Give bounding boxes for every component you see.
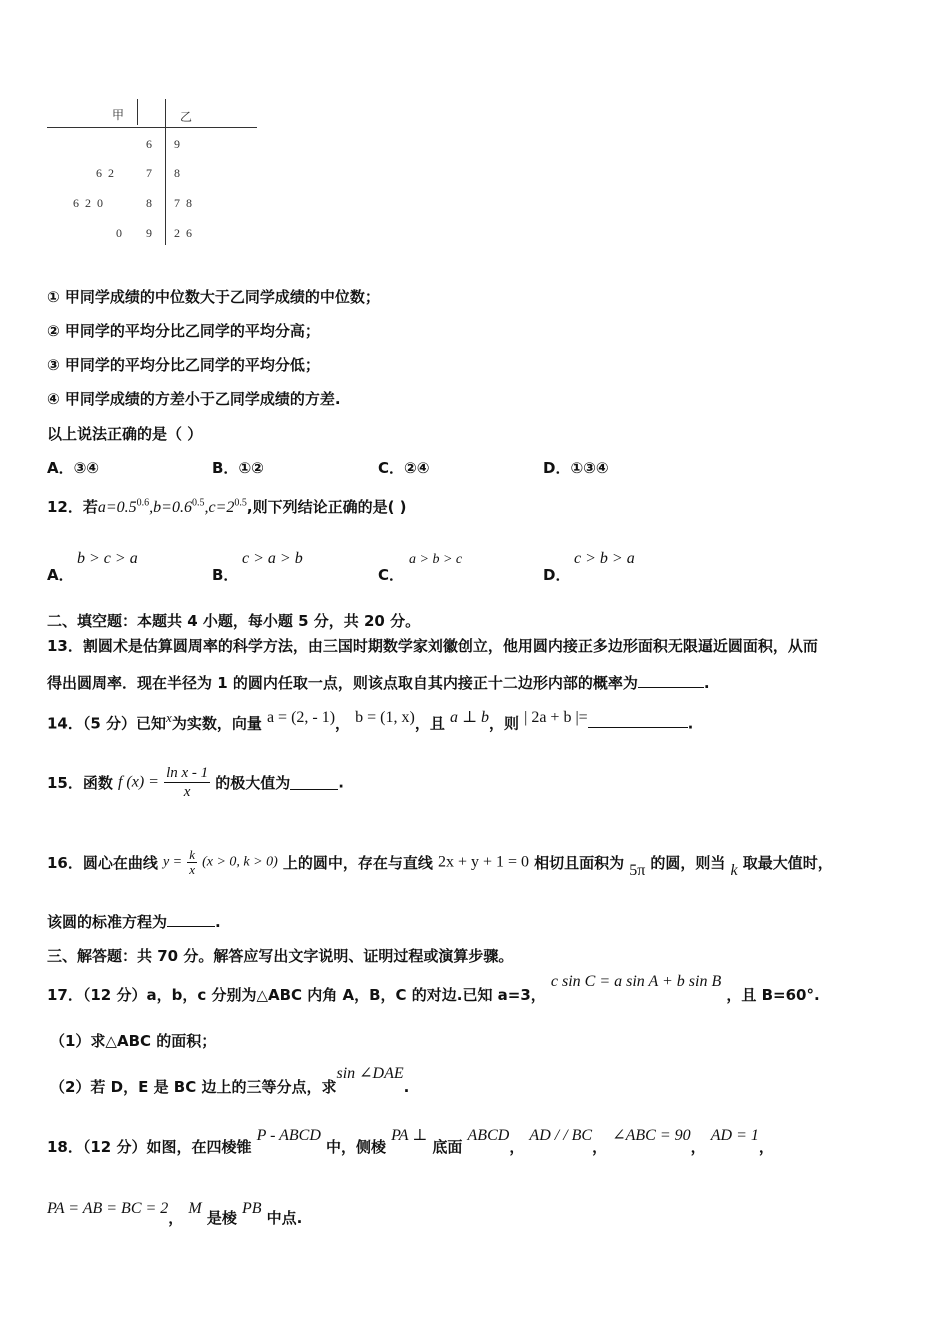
q11-statement-1: ① 甲同学成绩的中位数大于乙同学成绩的中位数； — [47, 288, 380, 306]
q17-part-1: （1）求△ABC 的面积； — [50, 1032, 217, 1050]
leaf-right-row-2: 8 — [174, 166, 180, 180]
q18-line-2: PA = AB = BC = 2， M 是棱 PB 中点. — [47, 1200, 303, 1227]
q11-option-d[interactable]: D．①③④ — [543, 459, 609, 477]
section-3-heading: 三、解答题：共 70 分。解答应写出文字说明、证明过程或演算步骤。 — [47, 947, 514, 965]
q11-statement-3: ③ 甲同学的平均分比乙同学的平均分低； — [47, 356, 320, 374]
q12-option-c-text: a > b > c — [409, 552, 463, 567]
q12-option-c-label[interactable]: C． — [378, 566, 405, 584]
q16-fraction: $\frac{k}{x}$ — [189, 847, 196, 877]
q16-answer-blank[interactable] — [167, 912, 215, 927]
q11-statement-2: ② 甲同学的平均分比乙同学的平均分高； — [47, 322, 320, 340]
q11-statement-4: ④ 甲同学成绩的方差小于乙同学成绩的方差. — [47, 390, 341, 408]
q13-line-2: 得出圆周率．现在半径为 1 的圆内任取一点，则该点取自其内接正十二边形内部的概率为 . — [47, 674, 710, 692]
q13-answer-blank[interactable] — [638, 673, 704, 688]
q16-line-2: 该圆的标准方程为 . — [47, 913, 221, 931]
plot-top-divider — [137, 99, 138, 125]
leaf-left-row-4: 0 — [116, 226, 122, 240]
leaf-left-row-2: 6 2 — [96, 166, 114, 180]
leaf-right-row-1: 9 — [174, 137, 180, 151]
q11-prompt: 以上说法正确的是（ ） — [47, 425, 203, 443]
q17-part-2: （2）若 D，E 是 BC 边上的三等分点，求sin ∠DAE. — [50, 1065, 410, 1096]
stem-row-3: 8 — [146, 196, 152, 210]
plot-vertical-line — [165, 99, 166, 245]
q12-option-a-label[interactable]: A． — [47, 566, 74, 584]
q12-option-d-label[interactable]: D． — [543, 566, 571, 584]
stem-row-4: 9 — [146, 226, 152, 240]
q11-option-b[interactable]: B．①② — [212, 459, 264, 477]
stem-row-1: 6 — [146, 137, 152, 151]
leaf-right-row-3: 7 8 — [174, 196, 192, 210]
q15-answer-blank[interactable] — [290, 775, 338, 790]
q11-option-c[interactable]: C．②④ — [378, 459, 430, 477]
header-yi: 乙 — [180, 110, 193, 124]
q17-question: 17．（12 分）a，b，c 分别为△ABC 内角 A，B，C 的对边.已知 a=3， c sin C = a sin A + b sin B ，且 B=60°. — [47, 973, 820, 1004]
q12-option-b-text: c > a > b — [242, 550, 303, 567]
q12-option-b-label[interactable]: B． — [212, 566, 239, 584]
q11-option-a[interactable]: A．③④ — [47, 459, 100, 477]
q12-option-a-text: b > c > a — [77, 550, 138, 567]
leaf-left-row-3: 6 2 0 — [73, 196, 103, 210]
stem-row-2: 7 — [146, 166, 152, 180]
q15-question: 15．函数 f (x) = $\frac{\text{ln x - 1}}{x}$ 的极大值为 . — [47, 765, 344, 800]
q12-question: 12．若$a=0.5^{0.6},b=0.6^{0.5},c=2^{0.5}$,则下列结论正确的是( ) — [47, 497, 407, 516]
q14-question: 14．（5 分）已知$^x$为实数，向量 a = (2, - 1)， b = (1, x)，且 a ⊥ b，则 | 2a + b |= . — [47, 709, 694, 733]
q12-option-d-text: c > b > a — [574, 550, 635, 567]
q13-line-1: 13．割圆术是估算圆周率的科学方法，由三国时期数学家刘徽创立，他用圆内接正多边形面积无限逼近圆面积，从而 — [47, 637, 818, 655]
q15-fraction: $\frac{\text{ln x - 1}}{x}$ — [166, 765, 209, 800]
q14-answer-blank[interactable] — [588, 713, 688, 728]
q18-question: 18．（12 分）如图，在四棱锥 P - ABCD 中，侧棱 PA ⊥ 底面 ABCD， AD / / BC， ∠ABC = 90， AD = 1， — [47, 1127, 774, 1156]
q16-question: 16．圆心在曲线 y = $\frac{k}{x}$ (x > 0, k > 0) 上的圆中，存在与直线 2x + y + 1 = 0 相切且面积为 5π 的圆，则当 k 取最大值时， — [47, 847, 833, 879]
header-jia: 甲 — [112, 108, 125, 122]
section-2-heading: 二、填空题：本题共 4 小题，每小题 5 分，共 20 分。 — [47, 612, 421, 630]
plot-horizontal-line — [47, 127, 257, 128]
leaf-right-row-4: 2 6 — [174, 226, 192, 240]
